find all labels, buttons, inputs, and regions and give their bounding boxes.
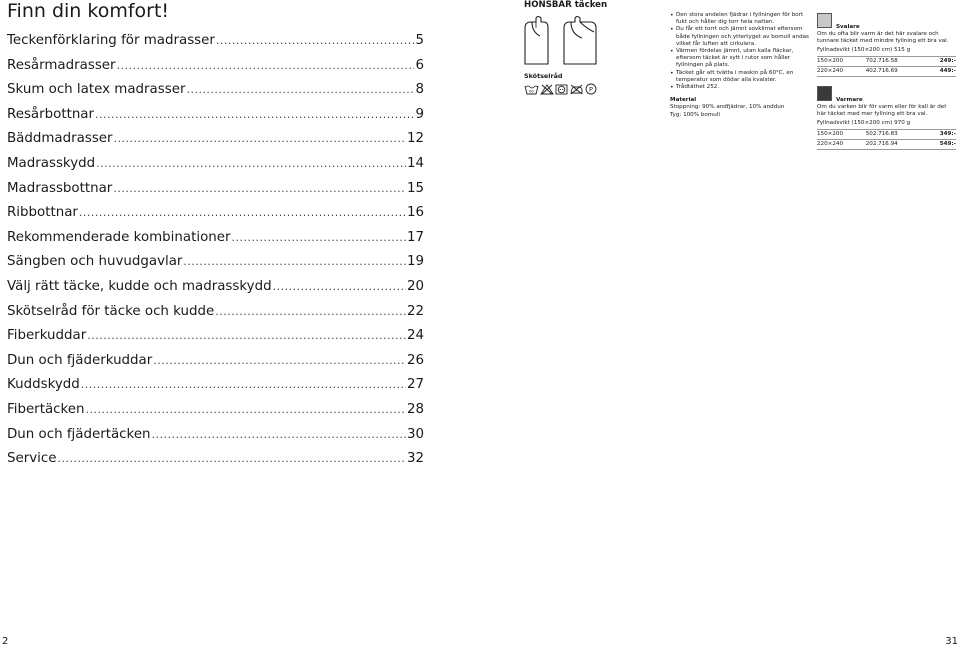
dry-clean-letter: P [589,85,593,94]
toc-entry[interactable] [7,156,424,181]
price-cell-size: 150×200 [817,57,866,67]
toc-dot-leader [215,305,406,318]
no-bleach-icon [540,80,554,99]
toc-entry-page: 16 [406,205,424,221]
page-number-left: 2 [2,636,9,647]
toc-entry-page: 15 [406,180,424,196]
toc-entry-page: 14 [406,155,424,171]
toc-entry-page: 12 [406,131,424,147]
page-number-right: 31 [945,636,958,647]
material-line: Tyg: 100% bomull [670,111,720,118]
toc-entry-title: Madrasskydd [7,155,96,171]
feature-item: • Täcket går att tvätta i maskin på 60°C, en temperatur som dödar alla kvalster. [676,70,810,84]
variant-cool [817,13,956,77]
toc-entry-title: Dun och fjäderkuddar [7,352,153,368]
toc-dot-leader [183,255,406,268]
table-of-contents [7,33,424,476]
toc-entry-title: Välj rätt täcke, kudde och madrasskydd [7,278,272,294]
feature-item: • Värmen fördelas jämnt, utan kalla fläckar, eftersom täcket är sytt i rutor som håller fyllningen på plats. [676,48,810,70]
product-description [670,12,810,119]
toc-dot-leader [87,329,406,342]
toc-dot-leader [153,354,406,367]
toc-entry[interactable] [7,181,424,206]
toc-entry-title: Bäddmadrasser [7,131,113,147]
variant-heading: Svalare [836,24,860,30]
toc-entry[interactable] [7,58,424,83]
price-row [817,130,956,140]
toc-dot-leader [95,108,414,121]
toc-entry-page: 8 [415,82,424,98]
toc-entry[interactable] [7,254,424,279]
variant-description: Om du ofta blir varm är det här svalare och tunnare täcket med mindre fyllning ett bra val. [817,31,949,44]
feature-item: • Du får ett torrt och jämnt sovklimat eftersom både fyllningen och yttertyget av bomull andas vilket får luften att cirkulera. [676,26,810,48]
variant-weight: Fyllnadsvikt (150×200 cm) 515 g [817,47,911,53]
toc-entry-title: Kuddskydd [7,377,80,393]
price-row [817,67,956,77]
toc-entry[interactable] [7,451,424,476]
toc-entry[interactable] [7,427,424,452]
feature-list [670,12,810,91]
variant-heading: Varmare [836,97,863,103]
toc-entry[interactable] [7,107,424,132]
dry-clean-p-icon [585,80,597,99]
toc-dot-leader [79,206,406,219]
toc-entry[interactable] [7,205,424,230]
variant-swatch [817,13,832,28]
toc-entry-title: Fiberkuddar [7,328,87,344]
toc-dot-leader [58,452,406,465]
toc-entry-page: 5 [415,33,424,48]
tumble-dry-icon [555,80,568,99]
price-cell-price: 449:- [926,67,956,77]
toc-dot-leader [232,231,406,244]
toc-entry-title: Service [7,451,57,467]
toc-title: Finn din komfort! [7,0,170,22]
price-cell-price: 349:- [926,130,956,140]
product-name: HÖNSBÄR täcken [524,0,608,10]
duvet-illustrations [522,14,602,70]
price-cell-size: 220×240 [817,140,866,150]
price-cell-size: 150×200 [817,130,866,140]
toc-entry-title: Sängben och huvudgavlar [7,254,183,270]
toc-entry-page: 20 [406,278,424,294]
feature-item: • Trådtäthet 252. [676,84,810,91]
toc-entry-page: 6 [415,57,424,73]
variant-weight: Fyllnadsvikt (150×200 cm) 970 g [817,120,911,126]
toc-entry[interactable] [7,131,424,156]
toc-entry-title: Skum och latex madrasser [7,82,186,98]
toc-dot-leader [216,34,415,47]
price-cell-size: 220×240 [817,67,866,77]
toc-entry-page: 28 [406,401,424,417]
variant-warm [817,86,956,150]
toc-entry-page: 9 [415,106,424,122]
toc-entry[interactable] [7,230,424,255]
toc-entry-page: 26 [406,352,424,368]
price-cell-price: 249:- [926,57,956,67]
price-cell-article: 202.716.94 [866,140,926,150]
toc-entry-title: Dun och fjädertäcken [7,426,151,442]
toc-entry[interactable] [7,328,424,353]
toc-dot-leader [81,378,406,391]
wash-60-icon [524,80,539,99]
material-heading: Material [670,97,697,104]
toc-entry-page: 30 [406,426,424,442]
toc-entry[interactable] [7,82,424,107]
toc-dot-leader [86,403,406,416]
material-line: Stoppning: 90% andfjädrar, 10% anddun [670,104,785,111]
variant-price-table [817,129,956,150]
toc-entry-page: 19 [406,254,424,270]
toc-dot-leader [113,182,406,195]
price-cell-article: 502.716.83 [866,130,926,140]
variant-price-table [817,56,956,77]
care-instructions-title: Skötselråd [524,72,563,80]
toc-entry[interactable] [7,304,424,329]
feature-item: • Den stora andelen fjädrar i fyllningen för bort fukt och håller dig torr hela natten. [676,12,810,26]
toc-entry-title: Ribbottnar [7,205,78,221]
price-row [817,140,956,150]
variant-swatch [817,86,832,101]
no-iron-icon [569,80,584,99]
toc-entry[interactable] [7,377,424,402]
toc-entry-title: Skötselråd för täcke och kudde [7,303,215,319]
price-row [817,57,956,67]
toc-entry-title: Fibertäcken [7,401,85,417]
svg-text:60: 60 [529,89,534,94]
toc-dot-leader [273,280,406,293]
price-cell-article: 702.716.58 [866,57,926,67]
toc-entry[interactable] [7,279,424,304]
toc-dot-leader [186,83,414,96]
duvet-warm-icon [564,17,596,65]
toc-dot-leader [117,59,415,72]
toc-entry-page: 32 [406,451,424,467]
toc-entry-title: Rekommenderade kombinationer [7,229,231,245]
toc-entry-title: Resårmadrasser [7,57,116,73]
toc-dot-leader [114,132,406,145]
price-cell-article: 402.716.69 [866,67,926,77]
toc-entry[interactable] [7,353,424,378]
toc-entry-page: 27 [406,377,424,393]
toc-entry-page: 22 [406,303,424,319]
variant-description: Om du varken blir för varm eller för kall är det här täcket med mer fyllning ett bra val. [817,104,947,117]
toc-entry-title: Resårbottnar [7,106,95,122]
toc-entry-page: 24 [406,328,424,344]
duvet-cool-icon [525,17,548,65]
toc-entry-title: Madrassbottnar [7,180,113,196]
price-cell-price: 549:- [926,140,956,150]
toc-entry[interactable] [7,33,424,58]
care-symbols [524,80,597,99]
toc-dot-leader [152,428,406,441]
toc-entry-title: Teckenförklaring för madrasser [7,33,215,48]
toc-entry-page: 17 [406,229,424,245]
toc-dot-leader [96,157,406,170]
toc-entry[interactable] [7,402,424,427]
